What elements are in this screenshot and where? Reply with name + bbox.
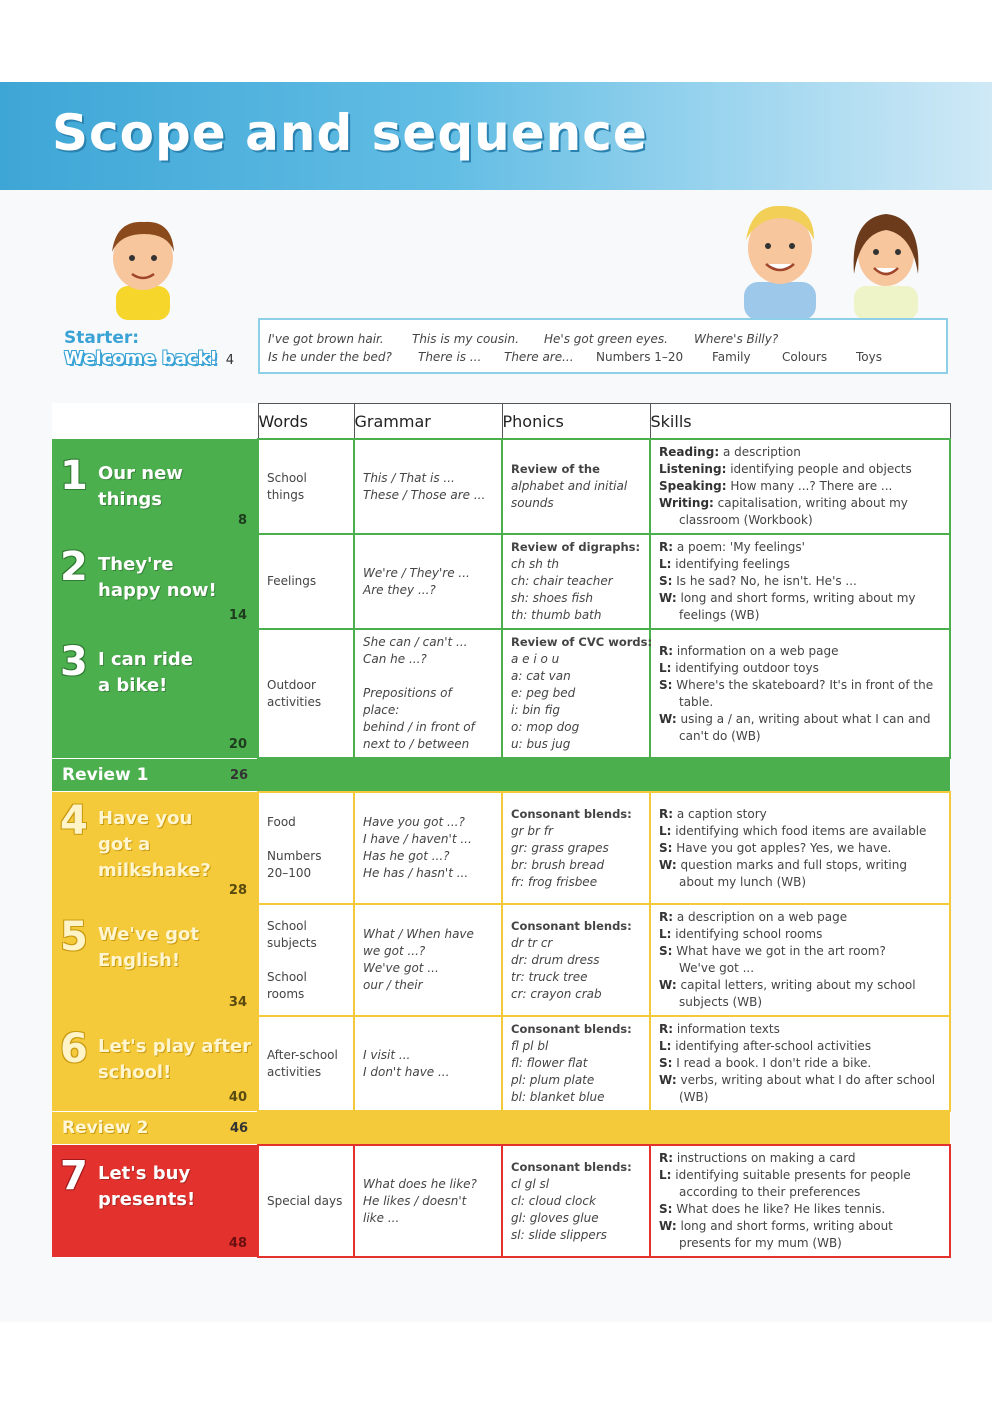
unit-title bbox=[98, 922, 199, 974]
words-cell bbox=[258, 629, 354, 758]
skill-text: table. bbox=[679, 694, 714, 709]
words-cell bbox=[258, 1145, 354, 1257]
cell-line: we got ...? bbox=[363, 944, 426, 958]
unit-number: 7 bbox=[60, 1153, 88, 1199]
cell-line: We're / They're ... bbox=[363, 565, 470, 580]
review-page: 26 bbox=[230, 768, 249, 783]
phonics-line: fl: flower flat bbox=[511, 1056, 588, 1070]
cell-line: next to / between bbox=[363, 737, 470, 751]
unit-page: 28 bbox=[228, 883, 247, 898]
cell-line: She can / can't ... bbox=[363, 635, 468, 649]
skills-line bbox=[659, 960, 941, 977]
skills-line bbox=[659, 994, 941, 1011]
unit-title bbox=[98, 461, 183, 513]
phonics-line: tr: truck tree bbox=[511, 969, 588, 984]
starter-page: 4 bbox=[225, 353, 235, 368]
phonics-line: Consonant blends: bbox=[511, 1022, 632, 1036]
phonics-line: u: bus jug bbox=[511, 737, 571, 751]
skills-line bbox=[659, 1201, 941, 1218]
review-bar bbox=[52, 1111, 950, 1145]
skill-key: S: bbox=[659, 1202, 673, 1216]
phonics-line: alphabet and initial bbox=[511, 479, 628, 493]
cell-line: He likes / doesn't bbox=[363, 1193, 467, 1208]
unit-title-cell bbox=[52, 629, 258, 758]
starter-item: Family bbox=[712, 350, 751, 364]
skills-line bbox=[659, 677, 941, 694]
skills-line bbox=[659, 573, 941, 590]
cell-line: Has he got ...? bbox=[363, 849, 450, 863]
cell-line: We've got ... bbox=[363, 961, 439, 975]
skill-text: What does he like? He likes tennis. bbox=[672, 1202, 886, 1216]
unit-title bbox=[98, 552, 217, 604]
skill-key: W: bbox=[659, 1219, 677, 1233]
skill-text: information on a web page bbox=[673, 643, 839, 658]
unit-page: 48 bbox=[228, 1236, 247, 1251]
phonics-line: sh: shoes fish bbox=[511, 591, 593, 605]
phonics-line: i: bin fig bbox=[511, 703, 560, 717]
skill-text: capitalisation, writing about my bbox=[713, 496, 908, 510]
cell-line: I have / haven't ... bbox=[363, 832, 472, 846]
skills-line bbox=[659, 1150, 941, 1167]
grammar-cell bbox=[354, 629, 502, 758]
cell-line: These / Those are ... bbox=[363, 487, 486, 502]
starter-item: There are... bbox=[504, 350, 574, 364]
skill-text: I read a book. I don't ride a bike. bbox=[672, 1056, 872, 1070]
skills-line bbox=[659, 874, 941, 891]
skills-line bbox=[659, 857, 941, 874]
review-bar bbox=[52, 758, 950, 792]
cell-line: Are they ...? bbox=[363, 582, 436, 597]
phonics-cell bbox=[502, 439, 650, 534]
skills-cell bbox=[650, 629, 950, 758]
phonics-cell bbox=[502, 792, 650, 904]
unit-number: 2 bbox=[60, 544, 88, 590]
cell-line: School bbox=[267, 969, 307, 984]
boy-illustration bbox=[98, 208, 188, 320]
unit-number: 5 bbox=[60, 914, 88, 960]
starter-item: Toys bbox=[856, 350, 882, 364]
unit-title-line: I can ride bbox=[98, 649, 194, 670]
cell-line: like ... bbox=[363, 1210, 400, 1225]
phonics-line: Consonant blends: bbox=[511, 806, 632, 821]
unit-number: 1 bbox=[60, 453, 88, 499]
skills-line bbox=[659, 444, 941, 461]
skill-key: S: bbox=[659, 840, 673, 855]
skill-text: identifying suitable presents for people bbox=[671, 1168, 911, 1182]
phonics-line: th: thumb bath bbox=[511, 608, 602, 622]
unit-title-line: Let's play after bbox=[98, 1036, 252, 1057]
unit-title-line: English! bbox=[98, 950, 181, 971]
skill-text: identifying people and objects bbox=[726, 462, 912, 476]
skill-text: a caption story bbox=[673, 806, 767, 821]
cell-line: Feelings bbox=[267, 574, 317, 588]
unit-title-line: a bike! bbox=[98, 675, 168, 696]
skill-key: W: bbox=[659, 1073, 677, 1087]
skill-text: using a / an, writing about what I can and bbox=[676, 711, 931, 726]
skills-line bbox=[659, 909, 941, 926]
grammar-cell bbox=[354, 904, 502, 1016]
cell-line: our / their bbox=[363, 978, 423, 992]
skill-key: L: bbox=[659, 823, 672, 838]
cell-line: Special days bbox=[267, 1193, 343, 1208]
unit-row bbox=[52, 629, 950, 758]
scope-table bbox=[52, 403, 951, 1258]
review-row bbox=[52, 758, 950, 792]
words-cell bbox=[258, 792, 354, 904]
cell-line: activities bbox=[267, 694, 322, 709]
unit-title-line: Have you bbox=[98, 808, 193, 829]
skill-text: identifying which food items are available bbox=[671, 823, 927, 838]
skill-text: identifying feelings bbox=[671, 557, 790, 571]
cell-line: School bbox=[267, 470, 307, 485]
skills-line bbox=[659, 461, 941, 478]
skill-key: W: bbox=[659, 711, 677, 726]
skill-key: S: bbox=[659, 1056, 673, 1070]
unit-page: 14 bbox=[228, 608, 247, 623]
skills-line bbox=[659, 1072, 941, 1089]
skill-key: R: bbox=[659, 806, 674, 821]
skill-key: W: bbox=[659, 857, 677, 872]
starter-item: Is he under the bed? bbox=[268, 350, 392, 364]
skills-line bbox=[659, 1167, 941, 1184]
skill-key: W: bbox=[659, 591, 677, 605]
skills-line bbox=[659, 711, 941, 728]
grammar-cell bbox=[354, 1016, 502, 1111]
unit-title-line: presents! bbox=[98, 1189, 196, 1210]
words-cell bbox=[258, 534, 354, 629]
skill-key: R: bbox=[659, 643, 674, 658]
starter-item: He's got green eyes. bbox=[544, 332, 668, 346]
page-title: Scope and sequence bbox=[52, 104, 648, 162]
skill-key: S: bbox=[659, 677, 673, 692]
skills-cell bbox=[650, 534, 950, 629]
skill-text: according to their preferences bbox=[679, 1185, 861, 1199]
unit-title-line: happy now! bbox=[98, 580, 217, 601]
skills-line bbox=[659, 823, 941, 840]
skill-key: L: bbox=[659, 660, 672, 675]
skills-line bbox=[659, 943, 941, 960]
header-phonics: Phonics bbox=[502, 404, 650, 440]
cell-line: Prepositions of bbox=[363, 686, 452, 700]
header-grammar: Grammar bbox=[354, 404, 502, 440]
unit-row bbox=[52, 904, 950, 1016]
phonics-cell bbox=[502, 534, 650, 629]
phonics-line: a e i o u bbox=[511, 652, 560, 666]
phonics-line: ch sh th bbox=[511, 557, 559, 571]
skill-text: Have you got apples? Yes, we have. bbox=[672, 840, 892, 855]
skills-line bbox=[659, 806, 941, 823]
skills-line bbox=[659, 977, 941, 994]
cell-line: activities bbox=[267, 1064, 322, 1079]
phonics-line: pl: plum plate bbox=[511, 1073, 595, 1087]
skill-text: Where's the skateboard? It's in front of the bbox=[672, 677, 934, 692]
skills-line bbox=[659, 556, 941, 573]
skill-text: capital letters, writing about my school bbox=[676, 978, 916, 992]
phonics-cell bbox=[502, 904, 650, 1016]
phonics-line: br: brush bread bbox=[511, 857, 605, 872]
skills-line bbox=[659, 1218, 941, 1235]
phonics-line: bl: blanket blue bbox=[511, 1090, 605, 1104]
phonics-line: gr: grass grapes bbox=[511, 840, 609, 855]
starter-item: There is ... bbox=[418, 350, 482, 364]
skills-line bbox=[659, 607, 941, 624]
skills-line bbox=[659, 1089, 941, 1106]
cell-line: place: bbox=[363, 703, 400, 717]
cell-line bbox=[267, 952, 345, 969]
skill-text: a description bbox=[719, 445, 801, 459]
unit-page: 40 bbox=[228, 1090, 247, 1105]
cell-line: rooms bbox=[267, 986, 305, 1001]
phonics-line: o: mop dog bbox=[511, 720, 580, 734]
skill-text: question marks and full stops, writing bbox=[676, 857, 907, 872]
unit-row bbox=[52, 792, 950, 904]
review-label: Review 2 bbox=[62, 1118, 149, 1138]
phonics-line: fr: frog frisbee bbox=[511, 874, 598, 889]
skills-line bbox=[659, 495, 941, 512]
unit-title-cell bbox=[52, 1145, 258, 1257]
unit-page: 20 bbox=[228, 737, 247, 752]
cell-line: things bbox=[267, 487, 305, 502]
skill-text: information texts bbox=[673, 1022, 780, 1036]
cell-line: 20–100 bbox=[267, 866, 312, 880]
skill-text: about my lunch (WB) bbox=[679, 874, 807, 889]
skill-text: subjects (WB) bbox=[679, 995, 763, 1009]
review-row bbox=[52, 1111, 950, 1145]
unit-row bbox=[52, 1016, 950, 1111]
skill-text: What have we got in the art room? bbox=[672, 944, 886, 958]
skill-key: R: bbox=[659, 540, 674, 554]
unit-number: 6 bbox=[60, 1026, 88, 1072]
skill-text: instructions on making a card bbox=[673, 1151, 856, 1165]
cell-line: Numbers bbox=[267, 849, 322, 863]
phonics-line: sl: slide slippers bbox=[511, 1227, 607, 1242]
cell-line: I visit ... bbox=[363, 1047, 411, 1062]
unit-title-line: school! bbox=[98, 1062, 172, 1083]
skills-line bbox=[659, 1235, 941, 1252]
skill-key: Reading: bbox=[659, 445, 720, 459]
skill-key: L: bbox=[659, 927, 672, 941]
unit-title-cell bbox=[52, 1016, 258, 1111]
skills-line bbox=[659, 926, 941, 943]
starter-item: This is my cousin. bbox=[412, 332, 519, 346]
skills-line bbox=[659, 1184, 941, 1201]
starter-heading: Starter: bbox=[64, 328, 140, 348]
unit-number: 4 bbox=[60, 798, 88, 844]
skill-key: W: bbox=[659, 978, 677, 992]
skill-text: We've got ... bbox=[679, 961, 755, 975]
cell-line: Outdoor bbox=[267, 677, 316, 692]
skills-line bbox=[659, 728, 941, 745]
skills-cell bbox=[650, 792, 950, 904]
unit-title bbox=[98, 1161, 195, 1213]
skills-line bbox=[659, 1021, 941, 1038]
unit-title-cell bbox=[52, 534, 258, 629]
skill-text: a poem: 'My feelings' bbox=[673, 540, 805, 554]
cell-line: What does he like? bbox=[363, 1176, 477, 1191]
skill-text: identifying after-school activities bbox=[671, 1039, 872, 1053]
skill-key: S: bbox=[659, 574, 673, 588]
skill-key: Speaking: bbox=[659, 479, 727, 493]
skill-key: S: bbox=[659, 944, 673, 958]
skill-key: L: bbox=[659, 1039, 672, 1053]
unit-title-line: milkshake? bbox=[98, 860, 211, 881]
skills-line bbox=[659, 512, 941, 529]
unit-title-line: Our new bbox=[98, 463, 183, 484]
words-cell bbox=[258, 904, 354, 1016]
unit-title bbox=[98, 1034, 251, 1086]
cell-line: What / When have bbox=[363, 927, 474, 941]
unit-number: 3 bbox=[60, 639, 88, 685]
phonics-line: dr tr cr bbox=[511, 935, 553, 950]
phonics-cell bbox=[502, 629, 653, 758]
cell-line: subjects bbox=[267, 935, 317, 950]
starter-content bbox=[258, 318, 948, 374]
cell-line: School bbox=[267, 918, 307, 933]
skills-cell bbox=[650, 904, 950, 1016]
phonics-line: cl: cloud clock bbox=[511, 1193, 596, 1208]
blond-boy-illustration bbox=[730, 200, 830, 320]
cell-line: behind / in front of bbox=[363, 720, 475, 734]
phonics-line: e: peg bed bbox=[511, 686, 576, 700]
phonics-line: Review of the bbox=[511, 462, 600, 476]
words-cell bbox=[258, 1016, 354, 1111]
starter-label bbox=[64, 328, 234, 369]
starter-item: I've got brown hair. bbox=[268, 332, 384, 346]
starter-item: Colours bbox=[782, 350, 828, 364]
unit-title-cell bbox=[52, 439, 258, 534]
unit-row bbox=[52, 534, 950, 629]
skill-text: long and short forms, writing about bbox=[676, 1219, 893, 1233]
skills-line bbox=[659, 643, 941, 660]
grammar-cell bbox=[354, 534, 502, 629]
unit-row bbox=[52, 439, 950, 534]
skill-key: Listening: bbox=[659, 462, 727, 476]
header-skills: Skills bbox=[650, 404, 950, 440]
unit-title bbox=[98, 647, 193, 699]
review-page: 46 bbox=[230, 1121, 249, 1136]
words-cell bbox=[258, 439, 354, 534]
skills-cell bbox=[650, 1016, 950, 1111]
phonics-line: gr br fr bbox=[511, 823, 553, 838]
title-banner bbox=[0, 82, 992, 190]
skill-text: Is he sad? No, he isn't. He's ... bbox=[672, 574, 857, 588]
unit-title-cell bbox=[52, 904, 258, 1016]
skill-key: L: bbox=[659, 557, 672, 571]
grammar-cell bbox=[354, 439, 502, 534]
skill-text: (WB) bbox=[679, 1090, 709, 1104]
starter-item: Where's Billy? bbox=[694, 332, 779, 346]
skills-cell bbox=[650, 1145, 950, 1257]
grammar-cell bbox=[354, 1145, 502, 1257]
cell-line: Food bbox=[267, 815, 296, 829]
skill-text: How many ...? There are ... bbox=[726, 479, 893, 493]
unit-title-cell bbox=[52, 792, 258, 904]
skill-text: classroom (Workbook) bbox=[679, 513, 813, 527]
unit-title-line: got a bbox=[98, 834, 151, 855]
skill-key: L: bbox=[659, 1168, 672, 1182]
phonics-cell bbox=[502, 1145, 650, 1257]
unit-page: 34 bbox=[228, 995, 247, 1010]
cell-line: Have you got ...? bbox=[363, 815, 465, 829]
skills-line bbox=[659, 660, 941, 677]
unit-row bbox=[52, 1145, 950, 1257]
unit-title-line: We've got bbox=[98, 924, 199, 945]
cell-line bbox=[363, 668, 493, 685]
unit-title-line: They're bbox=[98, 554, 174, 575]
cell-line bbox=[267, 831, 345, 848]
skill-key: Writing: bbox=[659, 496, 714, 510]
header-row bbox=[52, 404, 950, 440]
skills-line bbox=[659, 840, 941, 857]
cell-line: He has / hasn't ... bbox=[363, 866, 469, 880]
skill-key: R: bbox=[659, 1022, 674, 1036]
phonics-line: sounds bbox=[511, 496, 554, 510]
cell-line: This / That is ... bbox=[363, 470, 455, 485]
phonics-line: Review of digraphs: bbox=[511, 540, 641, 554]
phonics-line: Consonant blends: bbox=[511, 918, 632, 933]
header-words: Words bbox=[258, 404, 354, 440]
skills-cell bbox=[650, 439, 950, 534]
phonics-line: ch: chair teacher bbox=[511, 574, 613, 588]
skill-text: identifying outdoor toys bbox=[671, 660, 819, 675]
starter-item: Numbers 1–20 bbox=[596, 350, 684, 364]
phonics-line: gl: gloves glue bbox=[511, 1210, 599, 1225]
review-label: Review 1 bbox=[62, 765, 149, 785]
skills-line bbox=[659, 1055, 941, 1072]
cell-line: Can he ...? bbox=[363, 652, 427, 666]
skill-text: can't do (WB) bbox=[679, 728, 761, 743]
phonics-line: Review of CVC words: bbox=[511, 635, 653, 649]
skill-key: R: bbox=[659, 1151, 674, 1165]
phonics-line: Consonant blends: bbox=[511, 1159, 632, 1174]
grammar-cell bbox=[354, 792, 502, 904]
skill-text: feelings (WB) bbox=[679, 608, 760, 622]
skills-line bbox=[659, 539, 941, 556]
skill-text: identifying school rooms bbox=[671, 927, 823, 941]
girl-illustration bbox=[846, 204, 926, 320]
skill-text: long and short forms, writing about my bbox=[676, 591, 916, 605]
phonics-cell bbox=[502, 1016, 650, 1111]
skill-text: presents for my mum (WB) bbox=[679, 1236, 842, 1250]
header-blank bbox=[52, 404, 258, 440]
skills-line bbox=[659, 1038, 941, 1055]
skill-key: R: bbox=[659, 910, 674, 924]
phonics-line: cr: crayon crab bbox=[511, 986, 602, 1001]
unit-title-line: things bbox=[98, 489, 163, 510]
skills-line bbox=[659, 478, 941, 495]
skills-line bbox=[659, 590, 941, 607]
phonics-line: a: cat van bbox=[511, 669, 571, 683]
skills-line bbox=[659, 694, 941, 711]
skill-text: a description on a web page bbox=[673, 910, 848, 924]
phonics-line: fl pl bl bbox=[511, 1039, 549, 1053]
phonics-line: cl gl sl bbox=[511, 1176, 550, 1191]
cell-line: I don't have ... bbox=[363, 1064, 450, 1079]
unit-title-line: Let's buy bbox=[98, 1163, 191, 1184]
starter-name: Welcome back! bbox=[64, 348, 218, 369]
unit-page: 8 bbox=[237, 513, 247, 528]
skill-text: verbs, writing about what I do after school bbox=[676, 1073, 936, 1087]
table-body bbox=[52, 439, 950, 1257]
cell-line: After-school bbox=[267, 1047, 338, 1062]
unit-title bbox=[98, 806, 211, 884]
phonics-line: dr: drum dress bbox=[511, 952, 600, 967]
